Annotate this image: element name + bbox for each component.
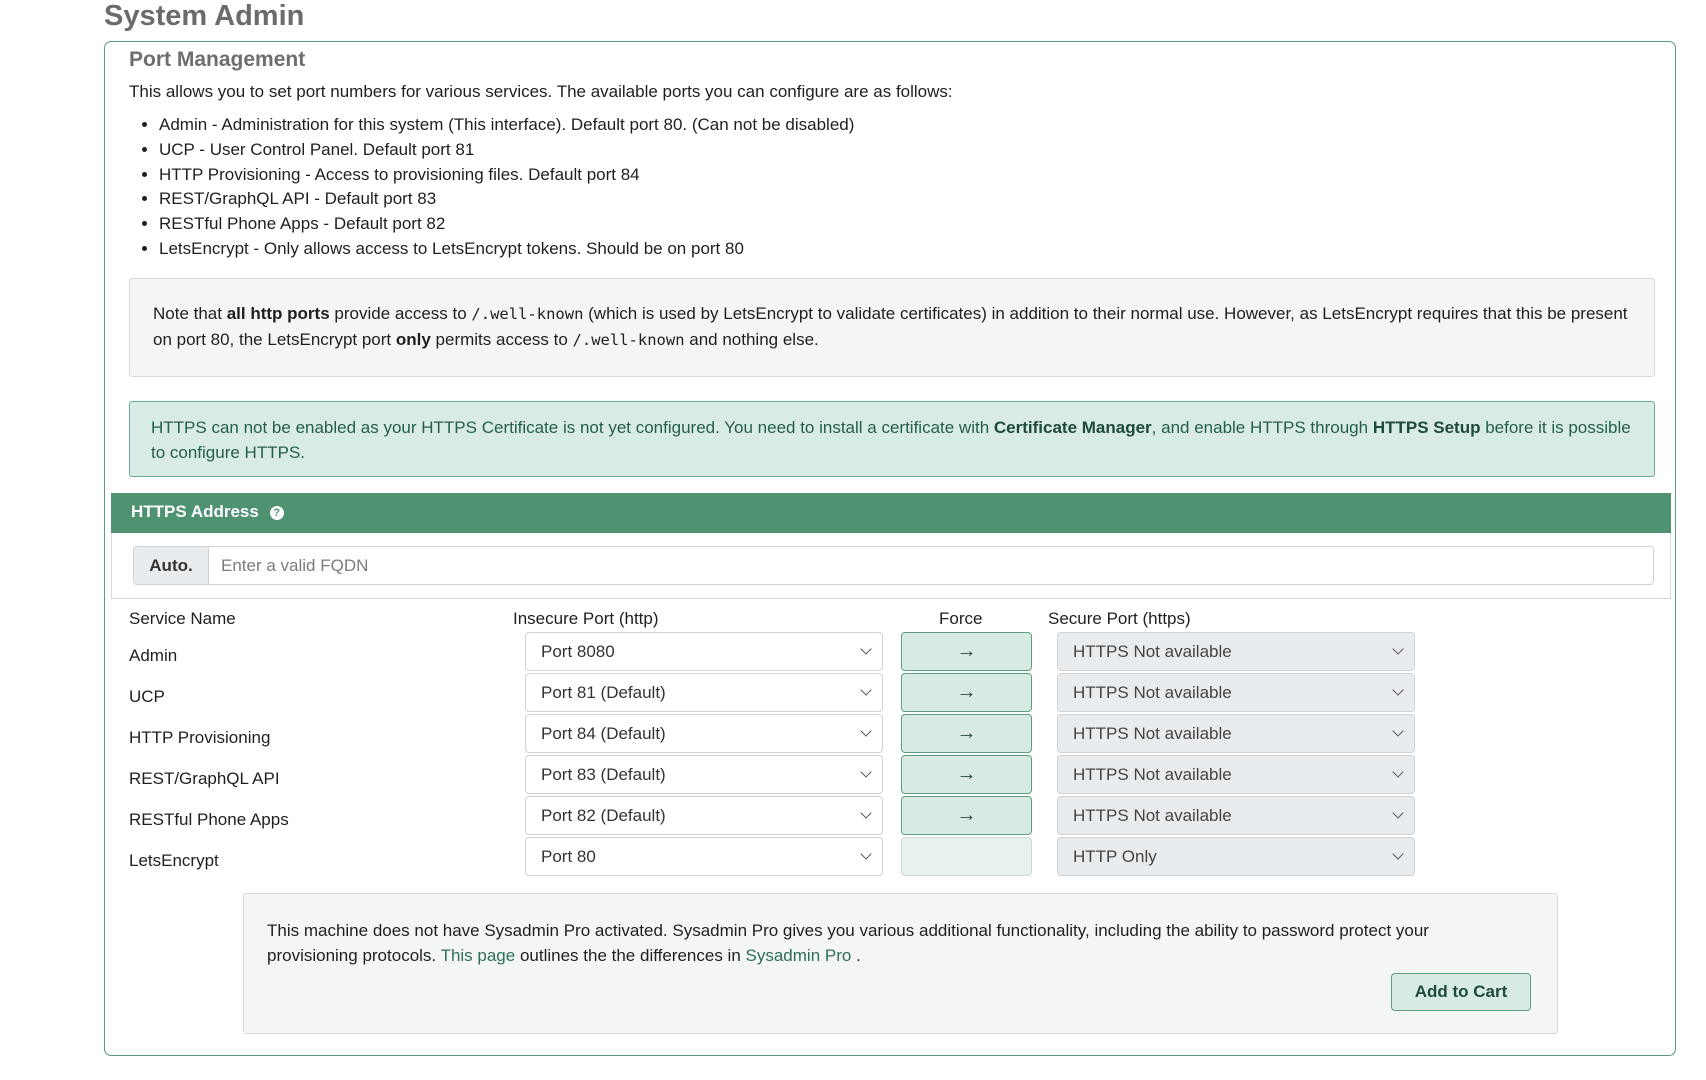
https-port-select-phone-apps[interactable]: HTTPS Not available [1057, 796, 1415, 835]
page-title: System Admin [104, 0, 305, 32]
chevron-down-icon [1392, 848, 1403, 859]
intro-text: This allows you to set port numbers for various services. The available ports you can configure are as follows: [129, 82, 953, 101]
chevron-down-icon [860, 643, 871, 654]
service-name-ucp: UCP [129, 687, 165, 706]
https-port-select-letsencrypt[interactable]: HTTP Only [1057, 837, 1415, 876]
service-name-rest-graphql: REST/GraphQL API [129, 769, 280, 788]
list-item: • RESTful Phone Apps - Default port 82 [159, 212, 854, 237]
arrow-right-icon: → [956, 804, 977, 826]
service-name-restful-phone-apps: RESTful Phone Apps [129, 810, 289, 829]
list-item: • Admin - Administration for this system (This interface). Default port 80. (Can not be disabled) [159, 113, 854, 138]
fqdn-input-group [133, 546, 1654, 585]
https-port-select-ucp[interactable]: HTTPS Not available [1057, 673, 1415, 712]
list-item: • REST/GraphQL API - Default port 83 [159, 187, 854, 212]
list-item: • LetsEncrypt - Only allows access to LetsEncrypt tokens. Should be on port 80 [159, 237, 854, 262]
sysadmin-pro-notice [243, 893, 1558, 1034]
service-name-http-provisioning: HTTP Provisioning [129, 728, 271, 747]
fqdn-input[interactable] [209, 547, 1653, 584]
chevron-down-icon [860, 725, 871, 736]
http-port-select-letsencrypt[interactable]: Port 80 [525, 837, 883, 876]
list-item: • UCP - User Control Panel. Default port 81 [159, 138, 854, 163]
header-force: Force [939, 609, 983, 628]
header-service-name: Service Name [129, 609, 236, 628]
sysadmin-pro-link[interactable]: Sysadmin Pro [745, 946, 852, 965]
force-button-phone-apps[interactable] [901, 796, 1032, 835]
http-port-select-rest-graphql[interactable]: Port 83 (Default) [525, 755, 883, 794]
port-management-panel [104, 41, 1676, 1056]
service-name-letsencrypt: LetsEncrypt [129, 851, 219, 870]
http-port-select-admin[interactable]: Port 8080 [525, 632, 883, 671]
chevron-down-icon [1392, 725, 1403, 736]
chevron-down-icon [860, 684, 871, 695]
http-port-select-phone-apps[interactable]: Port 82 (Default) [525, 796, 883, 835]
https-port-select-admin[interactable]: HTTPS Not available [1057, 632, 1415, 671]
chevron-down-icon [860, 807, 871, 818]
https-port-select-provisioning[interactable]: HTTPS Not available [1057, 714, 1415, 753]
https-alert: HTTPS can not be enabled as your HTTPS Certificate is not yet configured. You need to install a certificate with Certificate Manager, and enable HTTPS through HTTPS Setup before it is possible to configure HTTPS. [129, 401, 1655, 477]
chevron-down-icon [1392, 643, 1403, 654]
service-list [129, 113, 854, 262]
header-insecure-port: Insecure Port (http) [513, 609, 659, 628]
chevron-down-icon [860, 766, 871, 777]
chevron-down-icon [860, 848, 871, 859]
arrow-right-icon: → [956, 640, 977, 662]
https-address-body [111, 533, 1671, 599]
http-port-select-ucp[interactable]: Port 81 (Default) [525, 673, 883, 712]
force-button-admin[interactable] [901, 632, 1032, 671]
arrow-right-icon: → [956, 763, 977, 785]
force-button-letsencrypt [901, 837, 1032, 876]
this-page-link[interactable]: This page [440, 946, 516, 965]
add-to-cart-button[interactable]: Add to Cart [1391, 973, 1531, 1011]
arrow-right-icon: → [956, 722, 977, 744]
auto-addon: Auto. [134, 547, 209, 584]
chevron-down-icon [1392, 807, 1403, 818]
question-circle-icon[interactable]: ? [270, 506, 284, 520]
header-secure-port: Secure Port (https) [1048, 609, 1191, 628]
force-button-rest-graphql[interactable] [901, 755, 1032, 794]
http-port-select-provisioning[interactable]: Port 84 (Default) [525, 714, 883, 753]
well-known-note: Note that all http ports provide access to /.well-known (which is used by LetsEncrypt to validate certificates) in addition to their normal use. However, as LetsEncrypt requires that this be present on port 80, the LetsEncrypt port only permits access to /.well-known and nothing else. [129, 278, 1655, 377]
force-button-provisioning[interactable] [901, 714, 1032, 753]
section-title: Port Management [129, 48, 306, 71]
sysadmin-pro-text: This machine does not have Sysadmin Pro activated. Sysadmin Pro gives you various additional functionality, including the ability to password protect your provisioning protocols. This page outlines the the differences in Sysadmin Pro . [267, 921, 1429, 965]
https-address-header [111, 493, 1671, 533]
https-port-select-rest-graphql[interactable]: HTTPS Not available [1057, 755, 1415, 794]
list-item: • HTTP Provisioning - Access to provisioning files. Default port 84 [159, 163, 854, 188]
chevron-down-icon [1392, 684, 1403, 695]
service-name-admin: Admin [129, 646, 178, 665]
force-button-ucp[interactable] [901, 673, 1032, 712]
https-address-title: HTTPS Address [131, 502, 259, 521]
chevron-down-icon [1392, 766, 1403, 777]
arrow-right-icon: → [956, 681, 977, 703]
